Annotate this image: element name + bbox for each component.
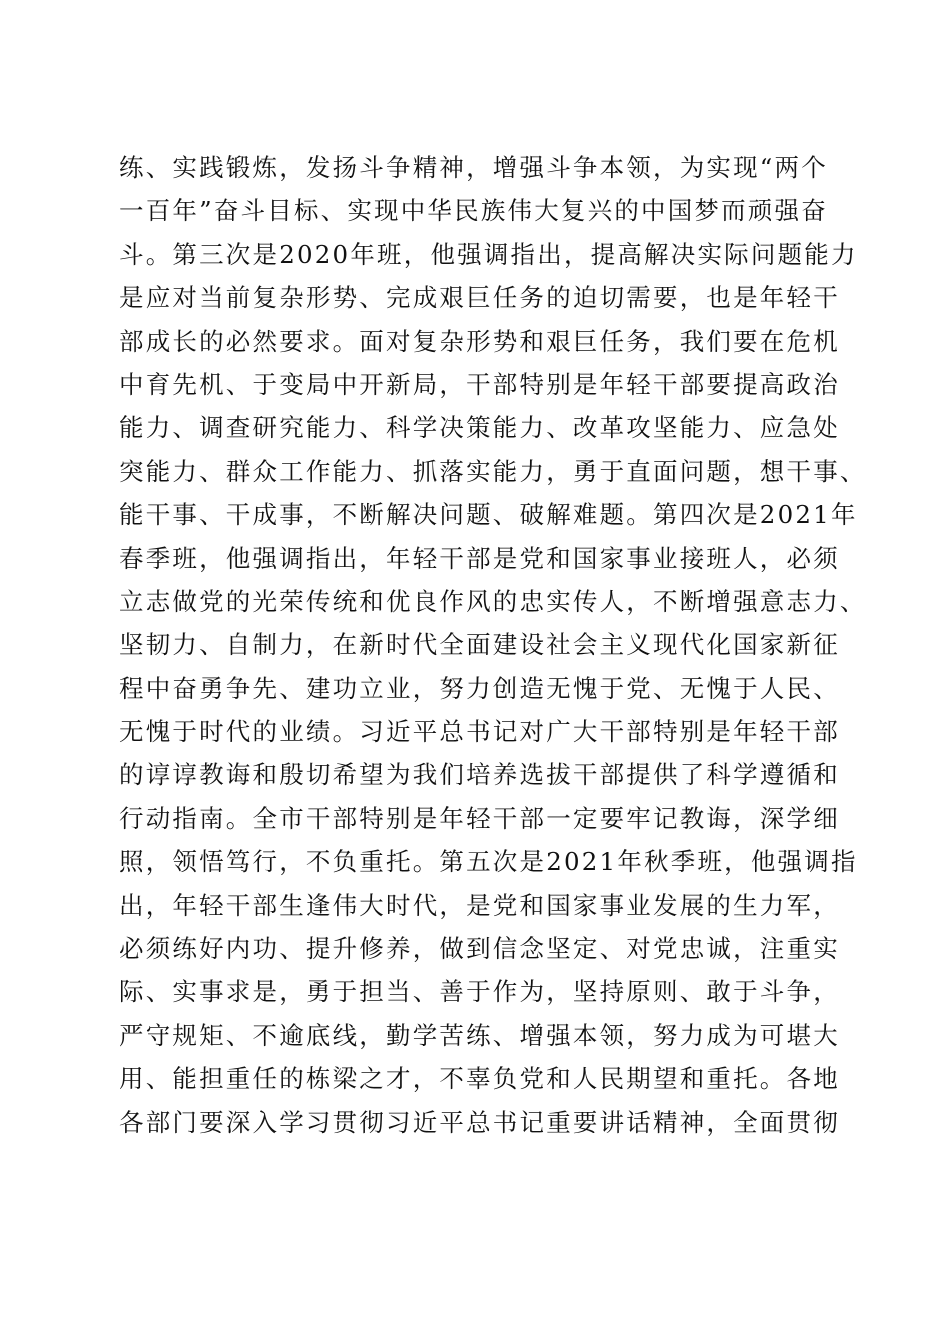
text-line: 立志做党的光荣传统和优良作风的忠实传人，不断增强意志力、	[119, 586, 867, 616]
text-line: 必须练好内功、提升修养，做到信念坚定、对党忠诚，注重实	[119, 934, 840, 964]
body-text	[119, 146, 867, 1144]
text-line: 行动指南。全市干部特别是年轻干部一定要牢记教诲，深学细	[119, 803, 840, 833]
text-line: 出，年轻干部生逢伟大时代，是党和国家事业发展的生力军，	[119, 890, 840, 920]
text-line: 一百年”奋斗目标、实现中华民族伟大复兴的中国梦而顽强奋	[119, 196, 828, 226]
text-line: 练、实践锻炼，发扬斗争精神，增强斗争本领，为实现“两个	[119, 153, 828, 182]
text-line: 中育先机、于变局中开新局，干部特别是年轻干部要提高政治	[119, 369, 840, 399]
text-line: 各部门要深入学习贯彻习近平总书记重要讲话精神，全面贯彻	[119, 1107, 840, 1137]
text-line: 部成长的必然要求。面对复杂形势和艰巨任务，我们要在危机	[119, 326, 840, 356]
text-line: 能干事、干成事，不断解决问题、破解难题。第四次是2021年	[119, 500, 858, 530]
text-line: 春季班，他强调指出，年轻干部是党和国家事业接班人，必须	[119, 543, 840, 573]
text-line: 是应对当前复杂形势、完成艰巨任务的迫切需要，也是年轻干	[119, 283, 840, 313]
text-line: 用、能担重任的栋梁之才，不辜负党和人民期望和重托。各地	[119, 1064, 840, 1094]
text-line: 无愧于时代的业绩。习近平总书记对广大干部特别是年轻干部	[119, 717, 840, 747]
text-line: 际、实事求是，勇于担当、善于作为，坚持原则、敢于斗争，	[119, 977, 840, 1007]
text-line: 的谆谆教诲和殷切希望为我们培养选拔干部提供了科学遵循和	[119, 760, 840, 790]
text-line: 突能力、群众工作能力、抓落实能力，勇于直面问题，想干事、	[119, 456, 867, 486]
text-line: 斗。第三次是2020年班，他强调指出，提高解决实际问题能力	[119, 239, 858, 269]
text-line: 照，领悟笃行，不负重托。第五次是2021年秋季班，他强调指	[119, 847, 858, 877]
text-line: 能力、调查研究能力、科学决策能力、改革攻坚能力、应急处	[119, 413, 840, 443]
text-line: 坚韧力、自制力，在新时代全面建设社会主义现代化国家新征	[119, 630, 840, 660]
text-line: 程中奋勇争先、建功立业，努力创造无愧于党、无愧于人民、	[119, 673, 840, 703]
text-line: 严守规矩、不逾底线，勤学苦练、增强本领，努力成为可堪大	[119, 1020, 840, 1050]
